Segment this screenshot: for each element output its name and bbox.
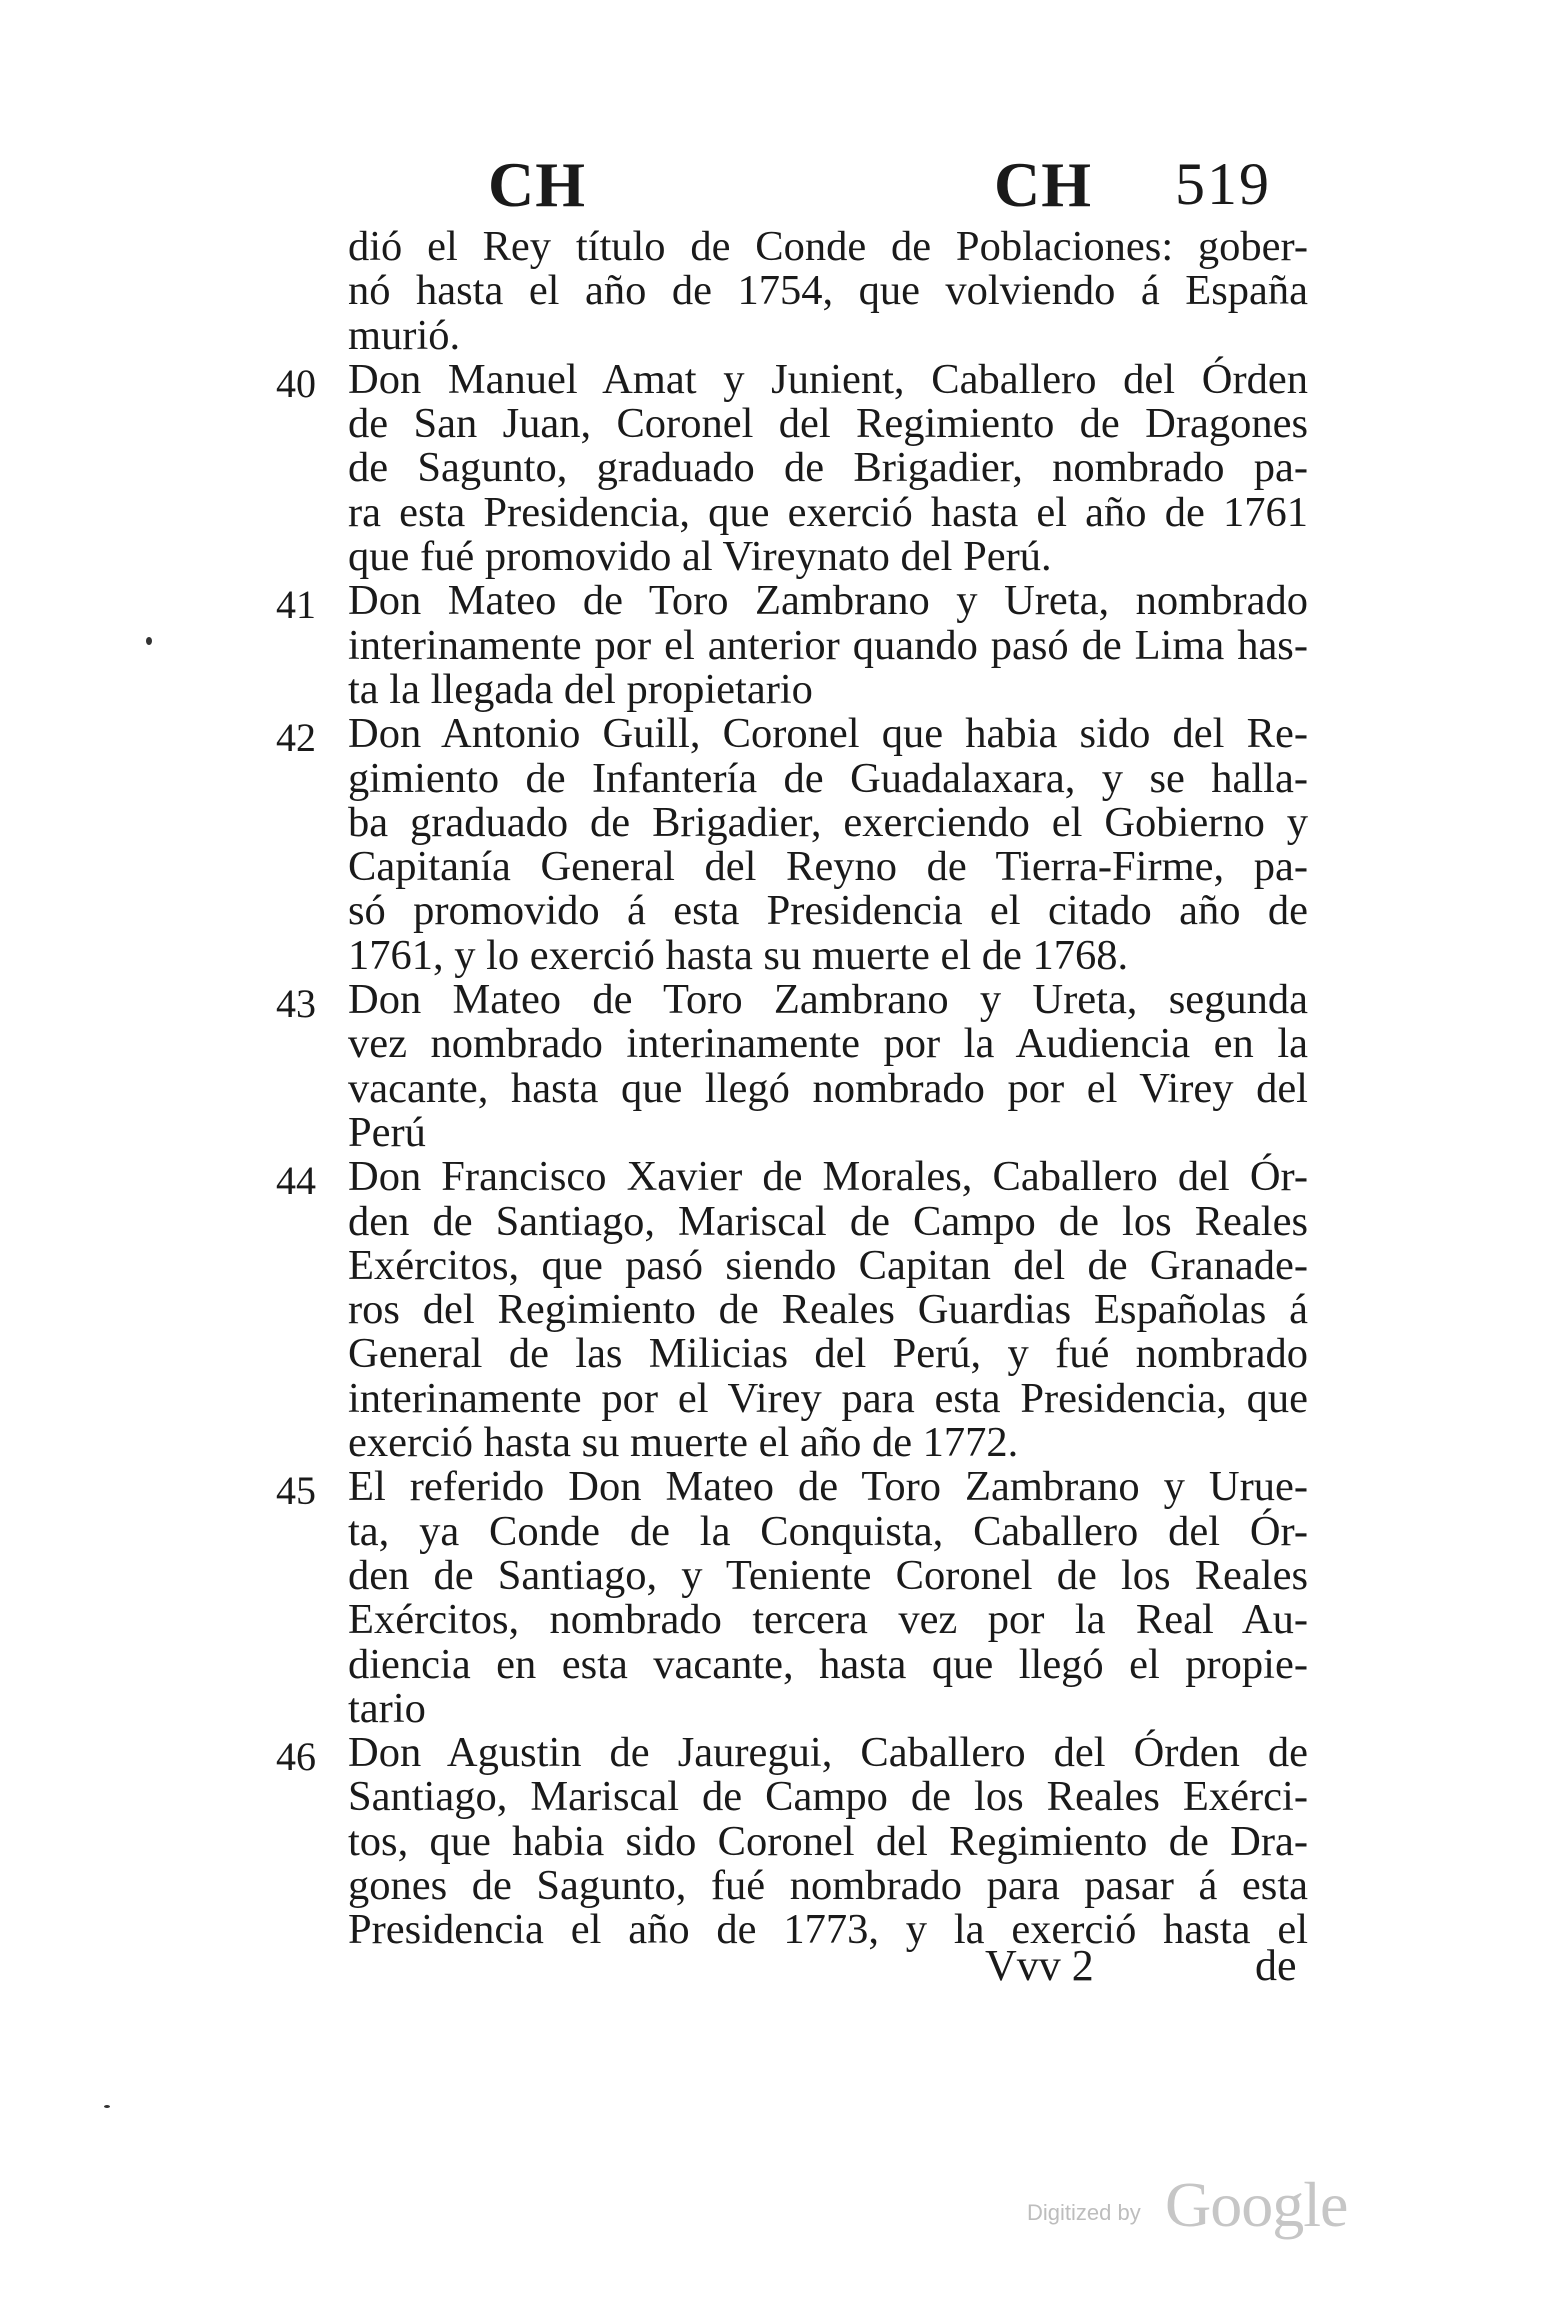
text-line: dió el Rey título de Conde de Poblaciones: gober-: [348, 223, 1308, 270]
text-line: Don Mateo de Toro Zambrano y Ureta, nombrado: [348, 577, 1308, 625]
text-line: General de las Milicias del Perú, y fué nombrado: [348, 1330, 1308, 1378]
text-line: ta, ya Conde de la Conquista, Caballero del Ór-: [348, 1507, 1308, 1555]
entry-number: 44: [276, 1158, 316, 1204]
text-line: ra esta Presidencia, que exerció hasta el año de 1761: [348, 488, 1308, 536]
text-line: ta la llegada del propietario: [348, 665, 813, 713]
page-number: 519: [1175, 151, 1271, 217]
text-line: de San Juan, Coronel del Regimiento de Dragones: [348, 400, 1308, 448]
text-line: Don Francisco Xavier de Morales, Caballero del Ór-: [348, 1153, 1308, 1201]
text-line: exerció hasta su muerte el año de 1772.: [348, 1419, 1019, 1467]
text-line: Capitanía General del Reyno de Tierra-Firme, pa-: [348, 843, 1308, 891]
entry-number: 45: [276, 1468, 316, 1514]
header-center: CH: [994, 149, 1092, 220]
text-line: El referido Don Mateo de Toro Zambrano y Urue-: [348, 1463, 1308, 1511]
text-line: Don Agustin de Jauregui, Caballero del Órden de: [348, 1729, 1308, 1777]
text-line: Santiago, Mariscal de Campo de los Reales Exérci-: [348, 1773, 1308, 1821]
text-line: interinamente por el anterior quando pasó de Lima has-: [348, 621, 1308, 669]
text-line: diencia en esta vacante, hasta que llegó el propie-: [348, 1640, 1308, 1688]
entry-number: 46: [276, 1734, 316, 1780]
entry-number: 41: [276, 582, 316, 628]
text-line: nó hasta el año de 1754, que volviendo á España: [348, 267, 1308, 315]
text-line: Presidencia el año de 1773, y la exerció hasta el: [348, 1906, 1308, 1954]
entry-number: 40: [276, 360, 316, 406]
text-line: tos, que habia sido Coronel del Regimiento de Dra-: [348, 1817, 1308, 1865]
text-line: vez nombrado interinamente por la Audiencia en la: [348, 1020, 1308, 1068]
digitized-watermark: [1027, 2168, 1357, 2238]
text-line: den de Santiago, Mariscal de Campo de los Reales: [348, 1197, 1308, 1245]
scan-speck: [104, 2105, 110, 2108]
text-line: tario: [348, 1684, 426, 1732]
text-line: Exércitos, que pasó siendo Capitan del de Granade-: [348, 1241, 1308, 1289]
text-line: ba graduado de Brigadier, exerciendo el Gobierno y: [348, 798, 1308, 846]
text-line: ros del Regimiento de Reales Guardias Españolas á: [348, 1286, 1308, 1334]
catchword: de: [1255, 1941, 1297, 1990]
text-line: gones de Sagunto, fué nombrado para pasar á esta: [348, 1861, 1308, 1909]
watermark-logo: Google: [1165, 2169, 1348, 2240]
text-line: 1761, y lo exerció hasta su muerte el de 1768.: [348, 931, 1129, 979]
text-line: de Sagunto, graduado de Brigadier, nombrado pa-: [348, 444, 1308, 492]
text-line: Don Manuel Amat y Junient, Caballero del Órden: [348, 355, 1308, 403]
text-line: gimiento de Infantería de Guadalaxara, y se halla-: [348, 754, 1308, 802]
header-left: CH: [488, 149, 586, 220]
watermark-prefix: Digitized by: [1027, 2200, 1141, 2225]
page-body: [348, 225, 1308, 1953]
text-line: Don Mateo de Toro Zambrano y Ureta, segunda: [348, 976, 1308, 1024]
scan-speck: [146, 637, 152, 645]
running-header: [0, 140, 1551, 230]
signature-mark: Vvv 2: [985, 1941, 1094, 1990]
text-line: murió.: [348, 311, 461, 359]
text-line: Exércitos, nombrado tercera vez por la Real Au-: [348, 1596, 1308, 1644]
text-line: só promovido á esta Presidencia el citado año de: [348, 887, 1308, 935]
text-line: vacante, hasta que llegó nombrado por el Virey del: [348, 1064, 1308, 1112]
text-line: Perú: [348, 1108, 426, 1156]
text-line: Don Antonio Guill, Coronel que habia sido del Re-: [348, 710, 1308, 758]
entry-number: 43: [276, 981, 316, 1027]
text-line: que fué promovido al Vireynato del Perú.: [348, 533, 1052, 581]
text-line: interinamente por el Virey para esta Presidencia, que: [348, 1374, 1308, 1422]
text-line: den de Santiago, y Teniente Coronel de los Reales: [348, 1551, 1308, 1599]
entry-number: 42: [276, 715, 316, 761]
